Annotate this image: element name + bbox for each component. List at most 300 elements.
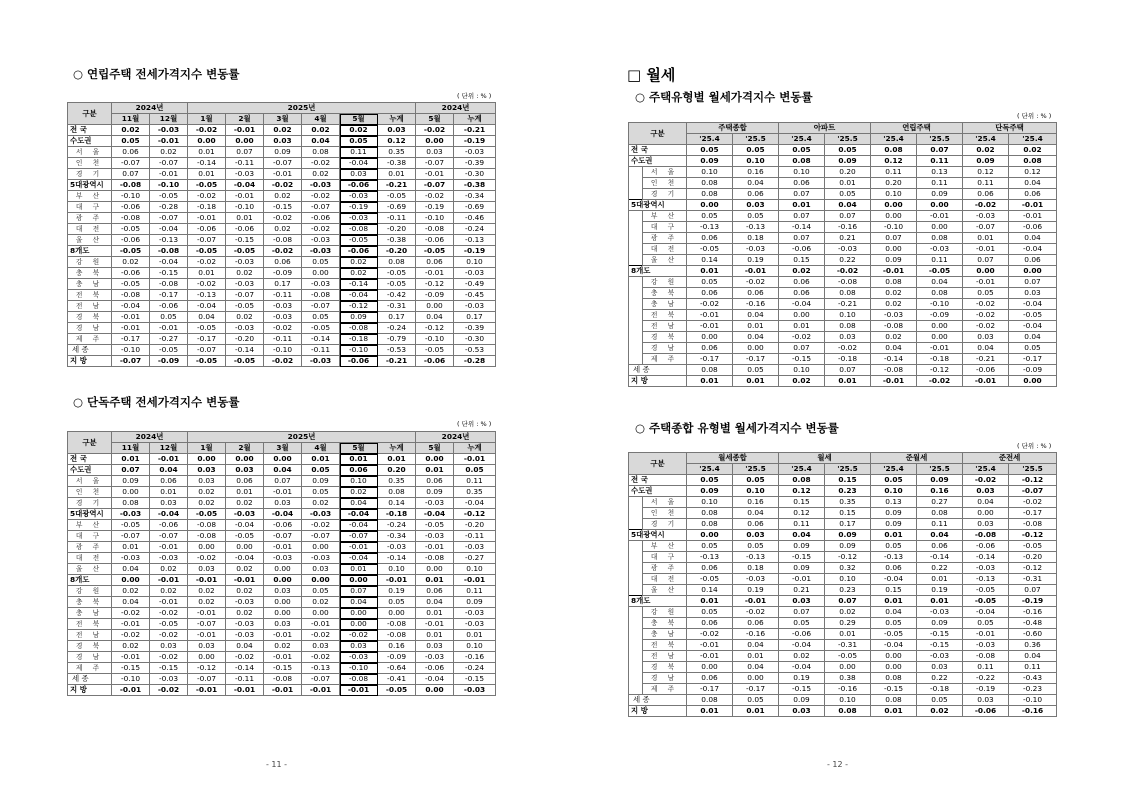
table-row bbox=[68, 180, 496, 191]
period-header: '25.5 bbox=[825, 464, 871, 475]
value-cell: -0.01 bbox=[226, 685, 264, 696]
region-label: 5대광역시 bbox=[629, 530, 687, 541]
month-header: 누계 bbox=[454, 114, 496, 125]
value-cell: -0.06 bbox=[416, 356, 454, 367]
value-cell: -0.02 bbox=[733, 607, 779, 618]
value-cell: -0.02 bbox=[188, 125, 226, 136]
value-cell: -0.05 bbox=[150, 345, 188, 356]
value-cell: 0.04 bbox=[416, 597, 454, 608]
value-cell: -0.07 bbox=[188, 345, 226, 356]
value-cell: 0.19 bbox=[733, 255, 779, 266]
period-header: '25.5 bbox=[825, 134, 871, 145]
value-cell: -0.06 bbox=[112, 235, 150, 246]
value-cell: -0.07 bbox=[112, 158, 150, 169]
region-label: 수도권 bbox=[629, 156, 687, 167]
value-cell: 0.01 bbox=[825, 629, 871, 640]
value-cell: -0.39 bbox=[454, 158, 496, 169]
value-cell: 0.09 bbox=[871, 508, 917, 519]
value-cell: -0.21 bbox=[963, 354, 1009, 365]
value-cell: -0.02 bbox=[302, 630, 340, 641]
value-cell: -0.01 bbox=[733, 596, 779, 607]
value-cell: 0.01 bbox=[687, 706, 733, 717]
value-cell: 0.05 bbox=[454, 465, 496, 476]
table-row bbox=[629, 585, 1057, 596]
value-cell: -0.06 bbox=[340, 356, 378, 367]
indent-cell bbox=[629, 178, 643, 189]
unit-label: ( 단위 : % ) bbox=[457, 92, 492, 100]
table-row bbox=[68, 586, 496, 597]
value-cell: -0.02 bbox=[150, 630, 188, 641]
value-cell: 0.05 bbox=[687, 277, 733, 288]
value-cell: 0.06 bbox=[340, 465, 378, 476]
table-row bbox=[68, 509, 496, 520]
region-label: 수도권 bbox=[629, 486, 687, 497]
value-cell: 0.10 bbox=[779, 167, 825, 178]
value-cell: -0.03 bbox=[871, 310, 917, 321]
value-cell: -0.01 bbox=[150, 454, 188, 465]
value-cell: 0.02 bbox=[302, 597, 340, 608]
table-row bbox=[629, 376, 1057, 387]
value-cell: 0.00 bbox=[416, 301, 454, 312]
value-cell: -0.11 bbox=[454, 531, 496, 542]
value-cell: -0.07 bbox=[188, 619, 226, 630]
value-cell: -0.17 bbox=[112, 334, 150, 345]
value-cell: 0.04 bbox=[733, 332, 779, 343]
value-cell: 0.00 bbox=[779, 310, 825, 321]
section-title-monthly-by-contract: ○ 주택종합 유형별 월세가격지수 변동률 bbox=[635, 421, 839, 435]
value-cell: 0.11 bbox=[779, 519, 825, 530]
value-cell: 0.07 bbox=[226, 147, 264, 158]
value-cell: 0.02 bbox=[340, 257, 378, 268]
value-cell: 0.14 bbox=[687, 585, 733, 596]
value-cell: 0.21 bbox=[779, 585, 825, 596]
value-cell: -0.60 bbox=[1009, 629, 1057, 640]
table-row bbox=[629, 299, 1057, 310]
value-cell: 0.18 bbox=[733, 563, 779, 574]
value-cell: 0.02 bbox=[112, 586, 150, 597]
value-cell: -0.08 bbox=[340, 224, 378, 235]
value-cell: -0.05 bbox=[687, 574, 733, 585]
value-cell: 0.03 bbox=[779, 596, 825, 607]
value-cell: 0.01 bbox=[378, 454, 416, 465]
value-cell: -0.02 bbox=[1009, 497, 1057, 508]
value-cell: 0.12 bbox=[963, 167, 1009, 178]
value-cell: 0.05 bbox=[917, 695, 963, 706]
value-cell: 0.15 bbox=[779, 255, 825, 266]
value-cell: 0.03 bbox=[302, 641, 340, 652]
value-cell: 0.03 bbox=[264, 619, 302, 630]
value-cell: -0.01 bbox=[416, 542, 454, 553]
value-cell: -0.02 bbox=[963, 200, 1009, 211]
region-label: 8개도 bbox=[629, 596, 687, 607]
table-row bbox=[629, 552, 1057, 563]
value-cell: -0.79 bbox=[378, 334, 416, 345]
value-cell: -0.04 bbox=[150, 509, 188, 520]
value-cell: -0.03 bbox=[733, 244, 779, 255]
value-cell: 0.06 bbox=[963, 189, 1009, 200]
value-cell: 0.07 bbox=[779, 189, 825, 200]
value-cell: 0.02 bbox=[112, 641, 150, 652]
indent-cell bbox=[629, 618, 643, 629]
value-cell: -0.03 bbox=[454, 301, 496, 312]
value-cell: 0.09 bbox=[687, 156, 733, 167]
value-cell: -0.05 bbox=[378, 685, 416, 696]
value-cell: -0.02 bbox=[779, 332, 825, 343]
value-cell: -0.13 bbox=[454, 235, 496, 246]
value-cell: -0.01 bbox=[917, 211, 963, 222]
value-cell: 0.03 bbox=[779, 706, 825, 717]
value-cell: -0.14 bbox=[302, 334, 340, 345]
value-cell: -0.05 bbox=[687, 244, 733, 255]
value-cell: -0.01 bbox=[188, 213, 226, 224]
value-cell: -0.03 bbox=[112, 553, 150, 564]
value-cell: 0.09 bbox=[871, 519, 917, 530]
value-cell: -0.04 bbox=[264, 509, 302, 520]
value-cell: 0.01 bbox=[416, 465, 454, 476]
value-cell: -0.19 bbox=[1009, 596, 1057, 607]
value-cell: 0.07 bbox=[779, 233, 825, 244]
region-label: 부 산 bbox=[643, 211, 687, 222]
value-cell: 0.10 bbox=[779, 365, 825, 376]
value-cell: 0.06 bbox=[917, 541, 963, 552]
region-label: 인 천 bbox=[643, 178, 687, 189]
value-cell: -0.06 bbox=[150, 301, 188, 312]
value-cell: -0.16 bbox=[1009, 607, 1057, 618]
value-cell: 0.00 bbox=[226, 136, 264, 147]
value-cell: -0.01 bbox=[150, 323, 188, 334]
left-page bbox=[0, 0, 560, 793]
value-cell: -0.13 bbox=[687, 552, 733, 563]
region-label: 서 울 bbox=[68, 476, 112, 487]
value-cell: -0.31 bbox=[1009, 574, 1057, 585]
type-header: 월세 bbox=[779, 453, 871, 464]
indent-cell bbox=[629, 211, 643, 222]
type-header: 아파트 bbox=[779, 123, 871, 134]
value-cell: -0.05 bbox=[1009, 310, 1057, 321]
region-label: 5대광역시 bbox=[629, 200, 687, 211]
value-cell: 0.04 bbox=[917, 530, 963, 541]
value-cell: -0.05 bbox=[112, 224, 150, 235]
value-cell: 0.03 bbox=[188, 465, 226, 476]
region-label: 충 남 bbox=[68, 279, 112, 290]
value-cell: 0.00 bbox=[226, 542, 264, 553]
year-header: 2024년 bbox=[112, 432, 188, 443]
value-cell: 0.07 bbox=[112, 169, 150, 180]
value-cell: 0.05 bbox=[687, 211, 733, 222]
value-cell: 0.02 bbox=[871, 299, 917, 310]
section-title-monthly-by-type: ○ 주택유형별 월세가격지수 변동률 bbox=[635, 90, 813, 104]
indent-cell bbox=[629, 233, 643, 244]
value-cell: 0.04 bbox=[871, 607, 917, 618]
value-cell: -0.03 bbox=[302, 509, 340, 520]
value-cell: -0.01 bbox=[188, 608, 226, 619]
value-cell: 0.00 bbox=[871, 200, 917, 211]
value-cell: 0.07 bbox=[963, 255, 1009, 266]
region-label: 전 북 bbox=[643, 640, 687, 651]
value-cell: 0.15 bbox=[779, 497, 825, 508]
value-cell: -0.03 bbox=[150, 125, 188, 136]
value-cell: 0.04 bbox=[963, 343, 1009, 354]
region-label: 제 주 bbox=[643, 354, 687, 365]
value-cell: -0.15 bbox=[917, 640, 963, 651]
value-cell: 0.05 bbox=[825, 145, 871, 156]
value-cell: -0.64 bbox=[378, 663, 416, 674]
value-cell: 0.07 bbox=[264, 476, 302, 487]
page-number: - 12 - bbox=[827, 760, 849, 769]
value-cell: -0.05 bbox=[188, 323, 226, 334]
value-cell: -0.07 bbox=[264, 158, 302, 169]
value-cell: 0.00 bbox=[340, 608, 378, 619]
region-label: 대 전 bbox=[68, 553, 112, 564]
table-row bbox=[629, 354, 1057, 365]
indent-cell bbox=[629, 244, 643, 255]
region-label: 울 산 bbox=[68, 235, 112, 246]
value-cell: 0.03 bbox=[150, 498, 188, 509]
value-cell: -0.01 bbox=[871, 376, 917, 387]
value-cell: 0.27 bbox=[917, 497, 963, 508]
region-label: 전 남 bbox=[643, 651, 687, 662]
value-cell: -0.69 bbox=[378, 202, 416, 213]
table-row bbox=[68, 257, 496, 268]
indent-cell bbox=[629, 508, 643, 519]
value-cell: -0.04 bbox=[1009, 244, 1057, 255]
value-cell: -0.03 bbox=[226, 597, 264, 608]
value-cell: -0.06 bbox=[302, 213, 340, 224]
year-header: 2024년 bbox=[416, 103, 496, 114]
value-cell: 0.04 bbox=[340, 498, 378, 509]
region-label: 지 방 bbox=[629, 706, 687, 717]
indent-cell bbox=[629, 189, 643, 200]
value-cell: 0.20 bbox=[378, 465, 416, 476]
region-label: 충 북 bbox=[68, 597, 112, 608]
value-cell: -0.07 bbox=[188, 235, 226, 246]
region-label: 경 기 bbox=[68, 498, 112, 509]
value-cell: 0.17 bbox=[825, 519, 871, 530]
value-cell: -0.02 bbox=[150, 608, 188, 619]
value-cell: -0.08 bbox=[416, 553, 454, 564]
value-cell: 0.04 bbox=[264, 465, 302, 476]
value-cell: 0.00 bbox=[871, 211, 917, 222]
value-cell: -0.01 bbox=[112, 652, 150, 663]
indent-cell bbox=[629, 684, 643, 695]
period-header: '25.5 bbox=[733, 134, 779, 145]
value-cell: -0.03 bbox=[917, 651, 963, 662]
value-cell: -0.01 bbox=[112, 312, 150, 323]
value-cell: -0.01 bbox=[963, 277, 1009, 288]
table-row bbox=[629, 607, 1057, 618]
value-cell: 0.06 bbox=[226, 476, 264, 487]
value-cell: -0.15 bbox=[871, 684, 917, 695]
value-cell: -0.01 bbox=[687, 321, 733, 332]
value-cell: 0.08 bbox=[687, 365, 733, 376]
month-header: 누계 bbox=[378, 114, 416, 125]
value-cell: 0.17 bbox=[454, 312, 496, 323]
region-label: 전 남 bbox=[68, 630, 112, 641]
header-corner: 구분 bbox=[629, 123, 687, 145]
value-cell: -0.06 bbox=[779, 244, 825, 255]
indent-cell bbox=[629, 497, 643, 508]
value-cell: -0.06 bbox=[112, 202, 150, 213]
table-row bbox=[68, 674, 496, 685]
value-cell: 0.01 bbox=[733, 321, 779, 332]
region-label: 부 산 bbox=[68, 520, 112, 531]
value-cell: -0.09 bbox=[1009, 365, 1057, 376]
value-cell: 0.03 bbox=[416, 147, 454, 158]
value-cell: -0.11 bbox=[302, 345, 340, 356]
value-cell: 0.00 bbox=[188, 542, 226, 553]
table-row bbox=[629, 277, 1057, 288]
indent-cell bbox=[629, 222, 643, 233]
value-cell: 0.02 bbox=[963, 145, 1009, 156]
value-cell: -0.20 bbox=[378, 246, 416, 257]
value-cell: 0.01 bbox=[378, 169, 416, 180]
value-cell: -0.21 bbox=[454, 125, 496, 136]
value-cell: 0.00 bbox=[340, 575, 378, 586]
value-cell: -0.18 bbox=[378, 509, 416, 520]
table-row bbox=[629, 541, 1057, 552]
value-cell: 0.01 bbox=[825, 178, 871, 189]
region-label: 경 기 bbox=[643, 189, 687, 200]
value-cell: 0.07 bbox=[340, 586, 378, 597]
table-row bbox=[68, 542, 496, 553]
value-cell: -0.04 bbox=[963, 607, 1009, 618]
value-cell: 0.00 bbox=[340, 619, 378, 630]
value-cell: -0.05 bbox=[150, 619, 188, 630]
region-label: 세 종 bbox=[68, 674, 112, 685]
year-header: 2025년 bbox=[188, 432, 416, 443]
value-cell: -0.03 bbox=[416, 498, 454, 509]
value-cell: -0.08 bbox=[150, 246, 188, 257]
value-cell: -0.02 bbox=[340, 630, 378, 641]
value-cell: 0.07 bbox=[871, 233, 917, 244]
value-cell: 0.05 bbox=[825, 189, 871, 200]
region-label: 제 주 bbox=[643, 684, 687, 695]
region-label: 전 국 bbox=[68, 125, 112, 136]
period-header: '25.4 bbox=[871, 464, 917, 475]
value-cell: 0.13 bbox=[917, 167, 963, 178]
value-cell: -0.10 bbox=[112, 191, 150, 202]
value-cell: -0.16 bbox=[825, 684, 871, 695]
value-cell: -0.07 bbox=[150, 158, 188, 169]
value-cell: -0.05 bbox=[871, 629, 917, 640]
value-cell: -0.02 bbox=[112, 630, 150, 641]
value-cell: -0.03 bbox=[226, 509, 264, 520]
value-cell: -0.15 bbox=[779, 552, 825, 563]
region-label: 충 남 bbox=[643, 629, 687, 640]
value-cell: -0.01 bbox=[963, 376, 1009, 387]
value-cell: 0.35 bbox=[378, 147, 416, 158]
region-label: 전 북 bbox=[68, 619, 112, 630]
table-row bbox=[68, 564, 496, 575]
value-cell: 0.00 bbox=[416, 564, 454, 575]
value-cell: -0.05 bbox=[188, 356, 226, 367]
value-cell: 0.03 bbox=[963, 486, 1009, 497]
value-cell: -0.12 bbox=[917, 365, 963, 376]
value-cell: -0.10 bbox=[112, 674, 150, 685]
value-cell: -0.05 bbox=[302, 323, 340, 334]
value-cell: -0.10 bbox=[340, 663, 378, 674]
value-cell: -0.04 bbox=[226, 180, 264, 191]
value-cell: 0.01 bbox=[150, 487, 188, 498]
value-cell: -0.08 bbox=[340, 323, 378, 334]
value-cell: 0.01 bbox=[687, 266, 733, 277]
value-cell: -0.11 bbox=[264, 290, 302, 301]
region-label: 대 구 bbox=[68, 202, 112, 213]
value-cell: -0.14 bbox=[226, 345, 264, 356]
indent-cell bbox=[629, 585, 643, 596]
value-cell: -0.14 bbox=[779, 222, 825, 233]
value-cell: 0.35 bbox=[825, 497, 871, 508]
region-label: 전 남 bbox=[68, 301, 112, 312]
value-cell: -0.02 bbox=[733, 277, 779, 288]
value-cell: -0.01 bbox=[687, 651, 733, 662]
value-cell: -0.05 bbox=[150, 191, 188, 202]
region-label: 경 북 bbox=[643, 662, 687, 673]
value-cell: -0.05 bbox=[963, 585, 1009, 596]
value-cell: 0.04 bbox=[112, 564, 150, 575]
value-cell: 0.19 bbox=[733, 585, 779, 596]
value-cell: -0.03 bbox=[112, 509, 150, 520]
value-cell: 0.00 bbox=[687, 662, 733, 673]
value-cell: 0.06 bbox=[416, 586, 454, 597]
value-cell: -0.03 bbox=[733, 574, 779, 585]
value-cell: -0.15 bbox=[226, 235, 264, 246]
value-cell: 0.03 bbox=[963, 695, 1009, 706]
value-cell: 0.05 bbox=[733, 365, 779, 376]
table-row bbox=[629, 310, 1057, 321]
value-cell: 0.01 bbox=[188, 169, 226, 180]
value-cell: -0.04 bbox=[416, 674, 454, 685]
value-cell: 0.08 bbox=[917, 508, 963, 519]
value-cell: -0.08 bbox=[963, 651, 1009, 662]
table-row bbox=[629, 321, 1057, 332]
month-header: 2월 bbox=[226, 443, 264, 454]
value-cell: 0.05 bbox=[687, 607, 733, 618]
value-cell: -0.01 bbox=[264, 169, 302, 180]
value-cell: 0.09 bbox=[454, 597, 496, 608]
region-label: 강 원 bbox=[68, 586, 112, 597]
value-cell: 0.00 bbox=[378, 608, 416, 619]
value-cell: -0.06 bbox=[112, 268, 150, 279]
value-cell: 0.07 bbox=[825, 596, 871, 607]
indent-cell bbox=[629, 519, 643, 530]
value-cell: 0.10 bbox=[454, 257, 496, 268]
value-cell: -0.23 bbox=[1009, 684, 1057, 695]
value-cell: -0.03 bbox=[416, 531, 454, 542]
value-cell: -0.01 bbox=[264, 685, 302, 696]
value-cell: 0.00 bbox=[226, 454, 264, 465]
value-cell: 0.08 bbox=[687, 178, 733, 189]
type-header: 월세종합 bbox=[687, 453, 779, 464]
value-cell: -0.24 bbox=[454, 663, 496, 674]
value-cell: 0.22 bbox=[917, 673, 963, 684]
value-cell: 0.00 bbox=[1009, 376, 1057, 387]
value-cell: -0.06 bbox=[264, 520, 302, 531]
table-row bbox=[629, 662, 1057, 673]
value-cell: -0.04 bbox=[779, 299, 825, 310]
value-cell: -0.34 bbox=[454, 191, 496, 202]
value-cell: -0.20 bbox=[226, 334, 264, 345]
value-cell: -0.03 bbox=[825, 244, 871, 255]
indent-cell bbox=[629, 574, 643, 585]
value-cell: 0.06 bbox=[264, 257, 302, 268]
value-cell: -0.02 bbox=[264, 323, 302, 334]
month-header: 5월 bbox=[416, 114, 454, 125]
value-cell: -0.07 bbox=[264, 531, 302, 542]
value-cell: 0.08 bbox=[779, 475, 825, 486]
table-row bbox=[68, 301, 496, 312]
value-cell: 0.35 bbox=[378, 476, 416, 487]
